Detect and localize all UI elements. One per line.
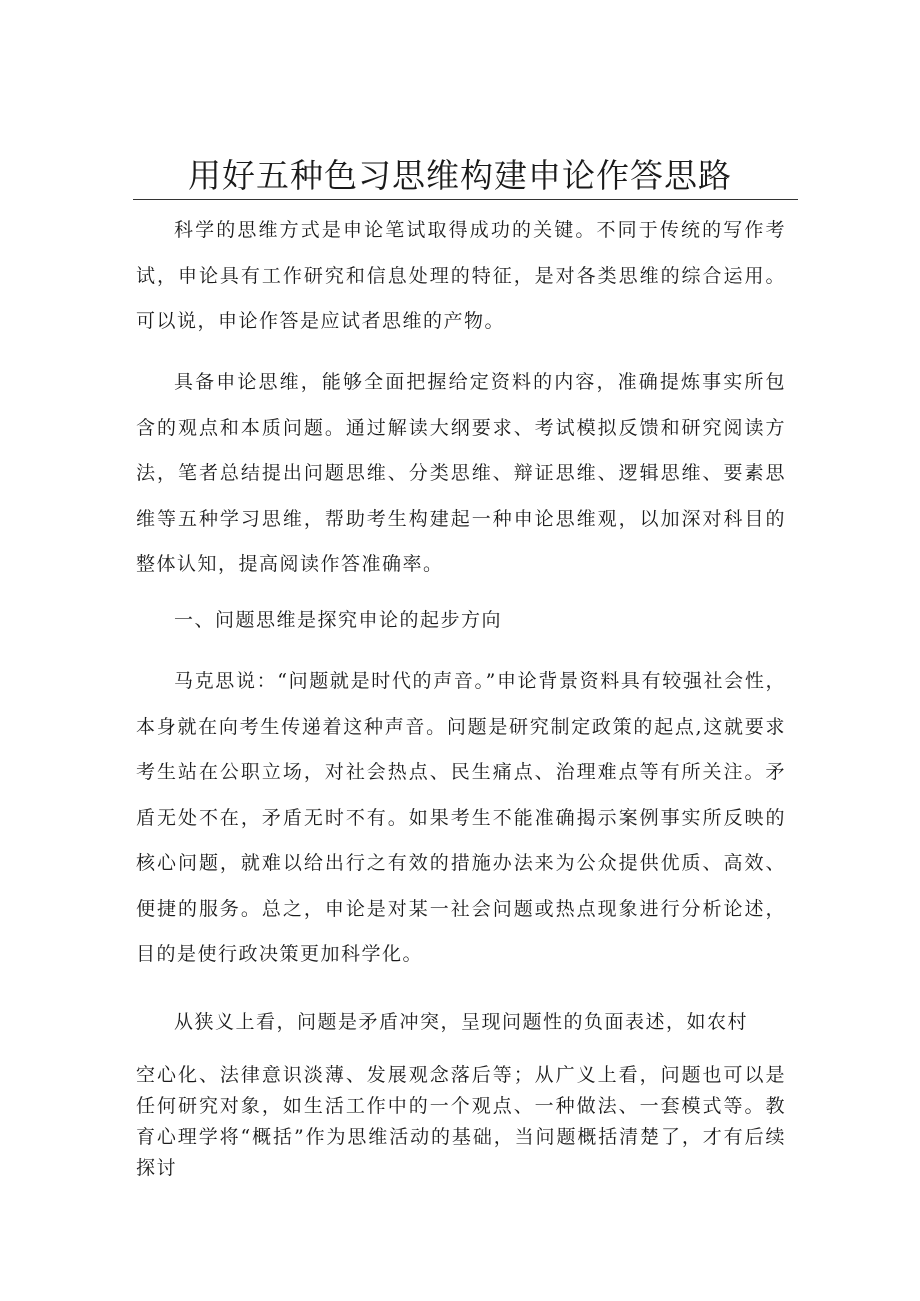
paragraph-narrow-sense: 从狭义上看，问题是矛盾冲突，呈现问题性的负面表述，如农村 [174,1011,749,1033]
paragraph-marx-quote: 马克思说：“问题就是时代的声音。”申论背景资料具有较强社会性，本身就在向考生传递着这种声音。问题是研究制定政策的起点,这就要求考生站在公职立场，对社会热点、民生痛点、治理难点等有所关注。矛盾无处不在，矛盾无时不有。如果考生不能准确揭示案例事实所反映的核心问题，就难以给出行之有效的措施办法来为公众提供优质、高效、便捷的服务。总之，申论是对某一社会问题或热点现象进行分析论述，目的是使行政决策更加科学化。 [136,670,786,965]
paragraph-broad-sense: 空心化、法律意识淡薄、发展观念落后等；从广义上看，问题也可以是任何研究对象，如生活工作中的一个观点、一种做法、一套模式等。教育心理学将“概括”作为思维活动的基础，当问题概括清楚了，才有后续探讨 [136,1064,786,1179]
paragraph-thinking: 具备申论思维，能够全面把握给定资料的内容，准确提炼事实所包含的观点和本质问题。通过解读大纲要求、考试模拟反馈和研究阅读方法，笔者总结提出问题思维、分类思维、辩证思维、逻辑思维、要素思维等五种学习思维，帮助考生构建起一种申论思维观，以加深对科目的整体认知，提高阅读作答准确率。 [136,371,786,575]
section-heading-1: 一、问题思维是探究申论的起步方向 [174,609,503,631]
title-underline [133,199,798,200]
paragraph-intro: 科学的思维方式是申论笔试取得成功的关键。不同于传统的写作考试，申论具有工作研究和信息处理的特征，是对各类思维的综合运用。可以说，申论作答是应试者思维的产物。 [136,219,786,332]
document-title: 用好五种色习思维构建申论作答思路 [188,156,732,195]
